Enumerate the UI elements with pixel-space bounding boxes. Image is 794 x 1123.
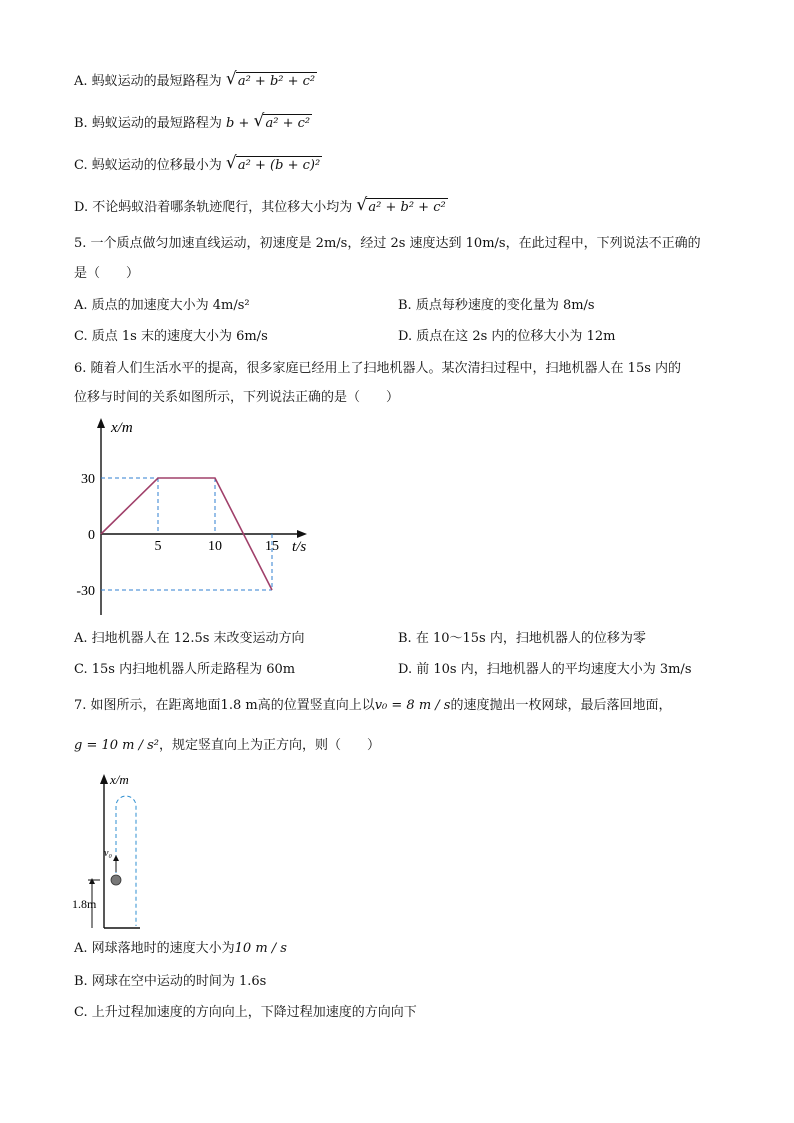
q6-stem-line1: 6. 随着人们生活水平的提高，很多家庭已经用上了扫地机器人。某次清扫过程中，扫地机器人在 15s 内的 — [74, 361, 682, 376]
q7-stem-line2: g = 10 m / s²，规定竖直向上为正方向，则（ ） — [74, 738, 381, 753]
q6-stem-line2: 位移与时间的关系如图所示，下列说法正确的是（ ） — [74, 390, 400, 405]
q4-option-a-label: A. — [74, 74, 88, 89]
q5-stem-line1: 5. 一个质点做匀加速直线运动，初速度是 2m/s，经过 2s 速度达到 10m/s，在此过程中，下列说法不正确的 — [74, 236, 701, 251]
q4-option-a-text: 蚂蚁运动的最短路程为 — [91, 74, 222, 89]
tick-labels — [76, 472, 279, 599]
y-tick-label: 0 — [88, 528, 95, 543]
y-axis-label: x/m — [111, 420, 133, 436]
y-tick-label: -30 — [76, 584, 95, 599]
q5-option-d: D. 质点在这 2s 内的位移大小为 12m — [398, 329, 616, 344]
x-tick-label: 15 — [265, 539, 279, 554]
q7-option-c: C. 上升过程加速度的方向向上，下降过程加速度的方向向下 — [74, 1005, 417, 1020]
q4-option-b-prefix: b + — [225, 116, 250, 131]
q7-g: g = 10 m / s² — [74, 738, 160, 753]
q4-option-a — [74, 69, 317, 91]
q4-option-d-formula: √ a² + b² + c² — [356, 195, 446, 215]
q5-option-b: B. 质点每秒速度的变化量为 8m/s — [398, 298, 595, 313]
q7-height: 1.8 m — [220, 698, 258, 713]
q5-option-c: C. 质点 1s 末的速度大小为 6m/s — [74, 329, 268, 344]
q6-option-b: B. 在 10～15s 内，扫地机器人的位移为零 — [398, 631, 646, 646]
fig-v0-label: v₀ — [104, 848, 112, 859]
q7-v0: v₀ = 8 m / s — [374, 698, 451, 713]
tennis-ball — [111, 875, 121, 885]
q7-option-b: B. 网球在空中运动的时间为 1.6s — [74, 974, 267, 989]
q6-option-a: A. 扫地机器人在 12.5s 末改变运动方向 — [74, 631, 305, 646]
fig-axis-arrow — [100, 774, 108, 784]
x-axis-label: t/s — [292, 539, 307, 555]
q4-option-a-formula: √ a² + b² + c² — [225, 69, 316, 89]
xt-graph — [70, 412, 320, 622]
q6-option-d: D. 前 10s 内，扫地机器人的平均速度大小为 3m/s — [398, 662, 692, 677]
y-axis-arrow — [97, 418, 105, 428]
q7-stem-line1: 7. 如图所示，在距离地面1.8 m高的位置竖直向上以v₀ = 8 m / s的速度抛出一枚网球，最后落回地面， — [74, 698, 672, 713]
y-tick-label: 30 — [81, 472, 95, 487]
q4-option-d: D. 不论蚂蚁沿着哪条轨迹爬行，其位移大小均为 √ a² + b² + c² — [74, 195, 446, 215]
q7-option-a: A. 网球落地时的速度大小为10 m / s — [74, 941, 287, 956]
x-tick-label: 5 — [154, 539, 162, 554]
x-tick-label: 10 — [208, 539, 222, 554]
ball-figure — [70, 768, 190, 933]
fig-axis-label: x/m — [110, 772, 129, 787]
fig-height-label: 1.8m — [72, 897, 97, 911]
q4-option-c: C. 蚂蚁运动的位移最小为 √ a² + (b + c)² — [74, 153, 321, 173]
q4-option-b: B. 蚂蚁运动的最短路程为 b + √ a² + c² — [74, 111, 311, 131]
q4-option-b-formula: √ a² + c² — [253, 111, 311, 131]
q6-option-c: C. 15s 内扫地机器人所走路程为 60m — [74, 662, 296, 677]
x-axis-arrow — [297, 530, 307, 538]
q4-option-c-formula: √ a² + (b + c)² — [225, 153, 321, 173]
q5-stem-line2: 是（ ） — [74, 266, 140, 281]
q7-option-a-value: 10 m / s — [234, 941, 287, 956]
q5-option-a: A. 质点的加速度大小为 4m/s² — [74, 298, 250, 313]
